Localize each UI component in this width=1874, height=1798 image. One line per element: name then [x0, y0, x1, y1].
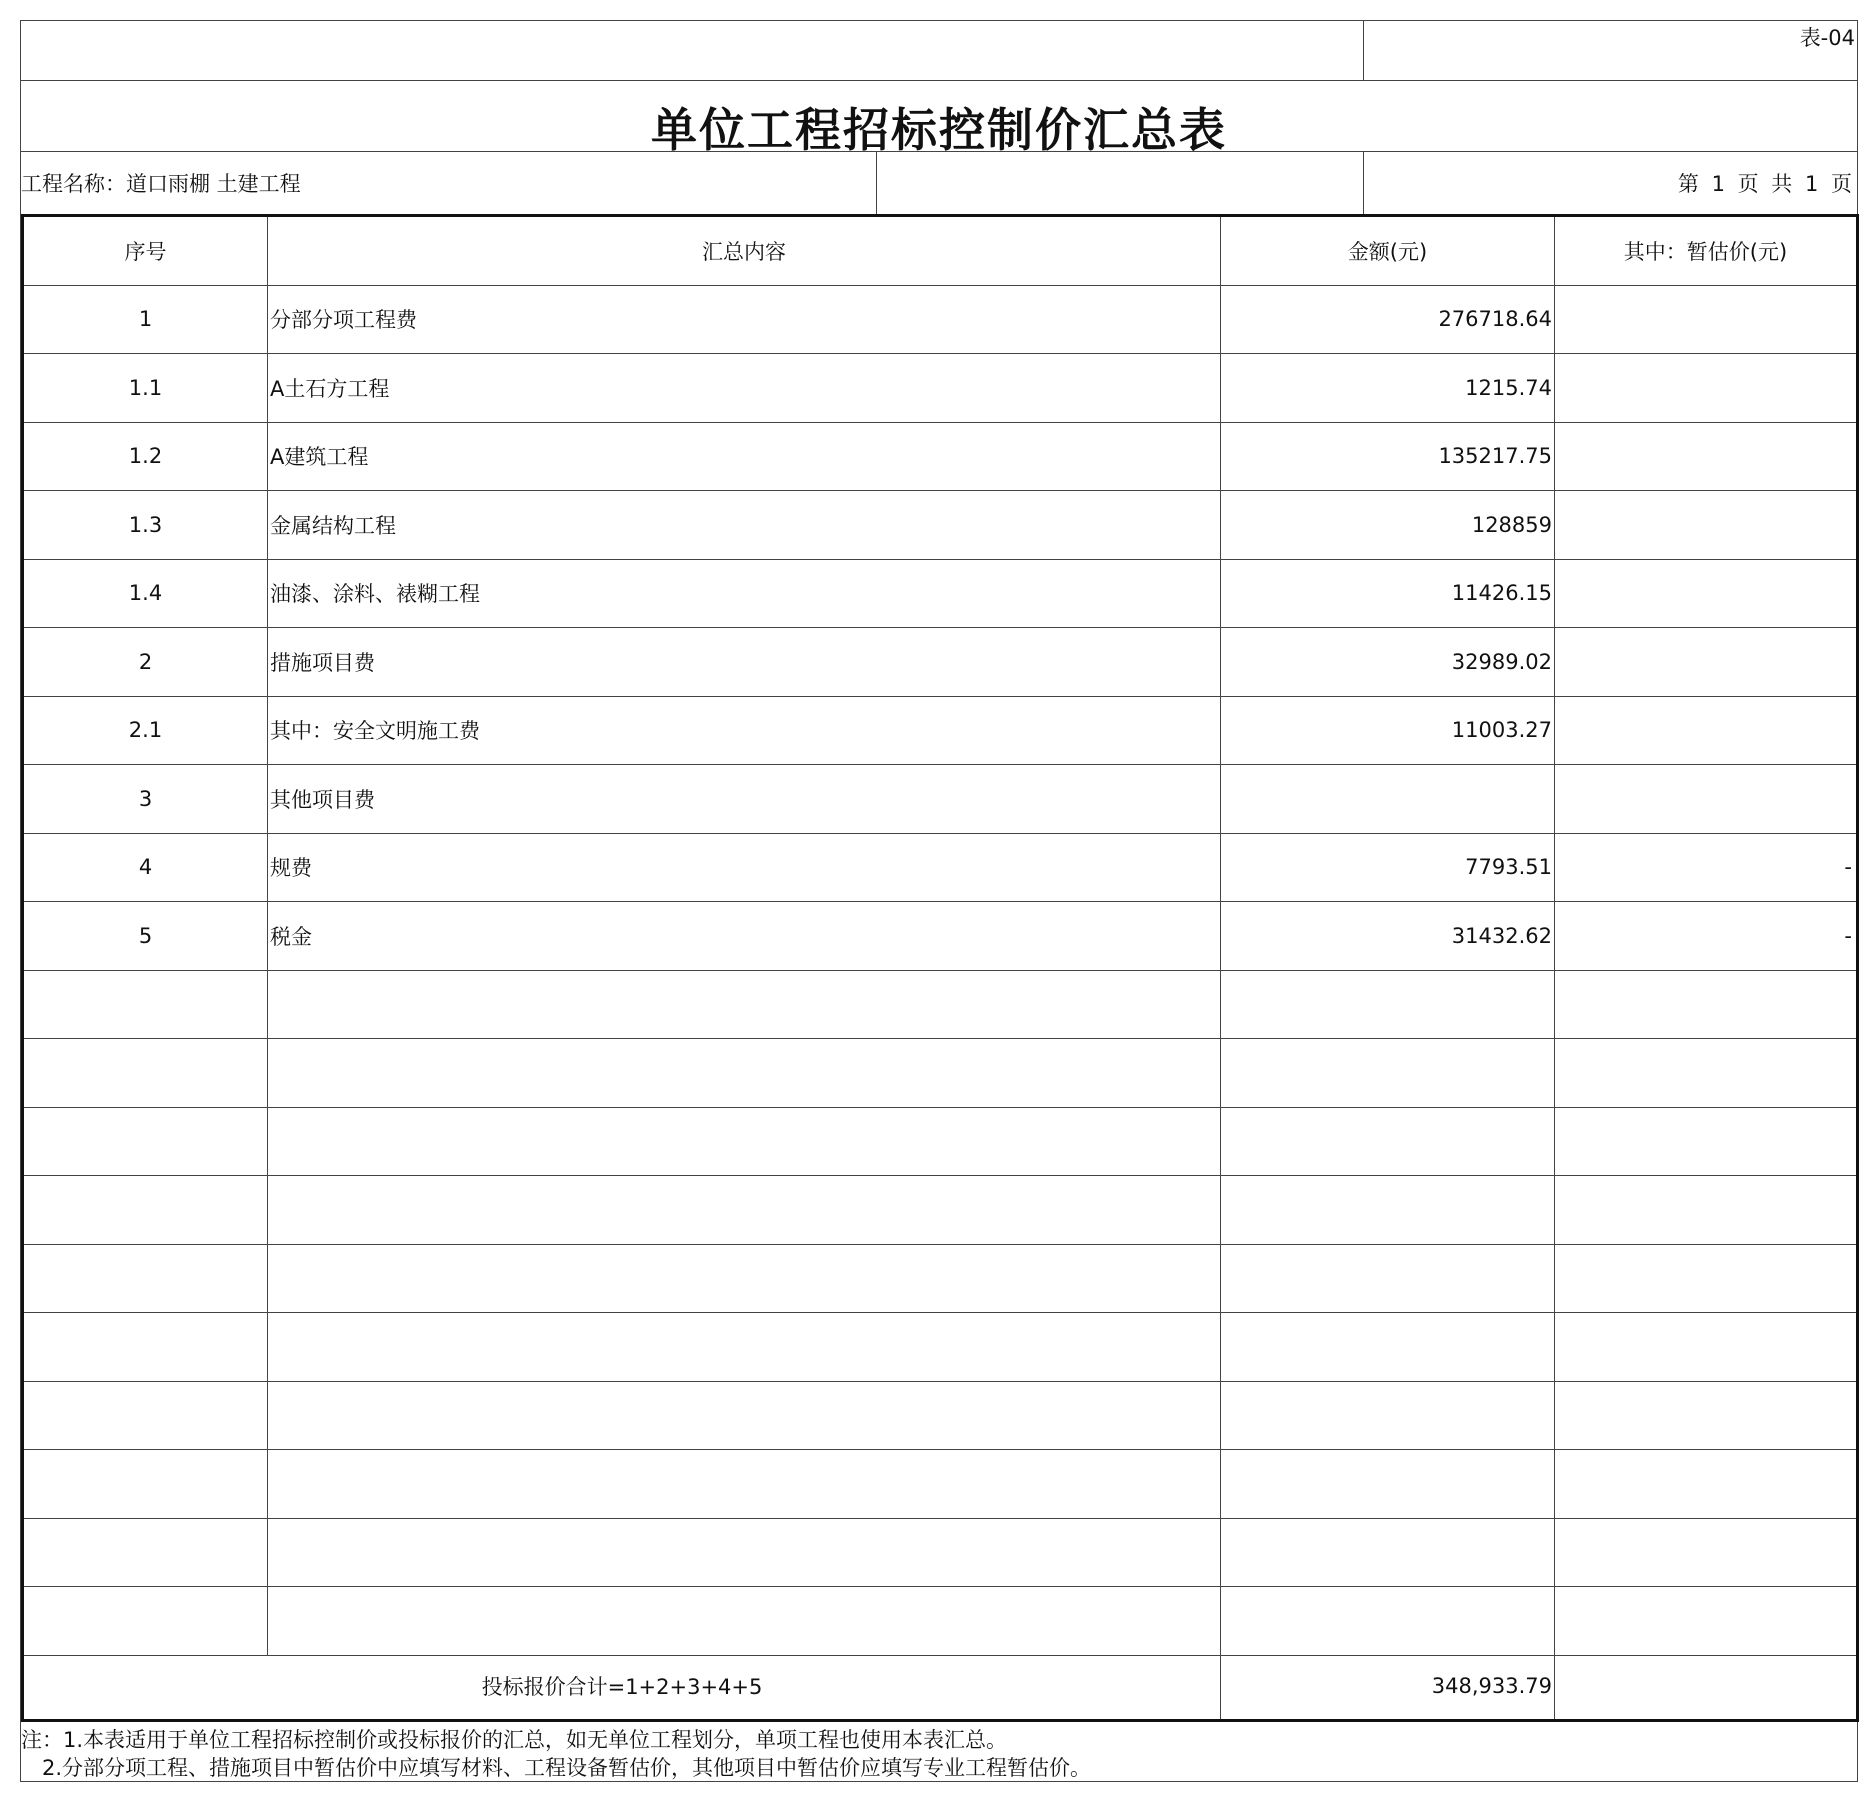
row-content: 其中：安全文明施工费 — [268, 697, 1221, 765]
row-estimate — [1555, 491, 1856, 559]
row-estimate — [1555, 1176, 1856, 1244]
row-content: A建筑工程 — [268, 423, 1221, 491]
table-row — [24, 1108, 1856, 1177]
table-row — [24, 1176, 1856, 1245]
summary-table — [21, 214, 1859, 1722]
row-content: 分部分项工程费 — [268, 286, 1221, 354]
row-estimate — [1555, 765, 1856, 833]
row-seq — [24, 1039, 268, 1107]
row-seq: 4 — [24, 834, 268, 902]
table-row — [24, 902, 1856, 971]
table-row — [24, 1450, 1856, 1519]
row-estimate — [1555, 560, 1856, 628]
note-line: 注：1.本表适用于单位工程招标控制价或投标报价的汇总，如无单位工程划分，单项工程也使用本表汇总。 — [21, 1728, 1008, 1752]
row-estimate — [1555, 1313, 1856, 1381]
report-sheet — [20, 20, 1858, 1782]
row-seq: 1.2 — [24, 423, 268, 491]
row-content — [268, 1450, 1221, 1518]
row-estimate — [1555, 354, 1856, 422]
row-seq: 1.4 — [24, 560, 268, 628]
row-content — [268, 1382, 1221, 1450]
row-estimate: - — [1844, 855, 1852, 880]
row-seq: 2 — [24, 628, 268, 696]
row-seq: 1.3 — [24, 491, 268, 559]
row-amount — [1221, 1176, 1555, 1244]
row-amount — [1221, 1039, 1555, 1107]
row-content — [268, 971, 1221, 1039]
row-estimate — [1555, 1245, 1856, 1313]
row-estimate — [1555, 697, 1856, 765]
table-row — [24, 1587, 1856, 1656]
row-seq — [24, 1313, 268, 1381]
row-amount: 135217.75 — [1221, 423, 1555, 491]
row-estimate — [1555, 1587, 1856, 1655]
row-seq: 1 — [24, 286, 268, 354]
row-amount: 1215.74 — [1221, 354, 1555, 422]
row-amount — [1221, 1245, 1555, 1313]
row-amount: 276718.64 — [1221, 286, 1555, 354]
row-seq: 3 — [24, 765, 268, 833]
table-row — [24, 1039, 1856, 1108]
table-row — [24, 1382, 1856, 1451]
page-info: 第 1 页 共 1 页 — [1677, 172, 1855, 196]
row-content: A土石方工程 — [268, 354, 1221, 422]
header-content: 汇总内容 — [268, 217, 1221, 285]
table-row — [24, 1245, 1856, 1314]
row-amount: 31432.62 — [1221, 902, 1555, 970]
row-seq — [24, 1176, 268, 1244]
header-amount: 金额(元) — [1221, 217, 1555, 285]
row-amount — [1221, 1587, 1555, 1655]
row-seq — [24, 1450, 268, 1518]
table-row — [24, 1519, 1856, 1588]
row-seq: 5 — [24, 902, 268, 970]
table-row — [24, 628, 1856, 697]
row-content — [268, 1245, 1221, 1313]
divider — [21, 151, 1857, 152]
row-content — [268, 1039, 1221, 1107]
row-seq: 2.1 — [24, 697, 268, 765]
row-amount — [1221, 1313, 1555, 1381]
table-row — [24, 1313, 1856, 1382]
divider — [1363, 21, 1364, 80]
row-content — [268, 1519, 1221, 1587]
table-row — [24, 286, 1856, 355]
row-seq — [24, 1108, 268, 1176]
total-estimate — [1555, 1653, 1856, 1719]
row-amount — [1221, 765, 1555, 833]
table-row — [24, 423, 1856, 492]
row-estimate — [1555, 1519, 1856, 1587]
row-seq — [24, 971, 268, 1039]
header-seq: 序号 — [24, 217, 268, 285]
note-line: 2.分部分项工程、措施项目中暂估价中应填写材料、工程设备暂估价，其他项目中暂估价应填写专业工程暂估价。 — [21, 1756, 1092, 1780]
row-content: 措施项目费 — [268, 628, 1221, 696]
total-amount: 348,933.79 — [1221, 1653, 1555, 1719]
row-estimate — [1555, 286, 1856, 354]
divider — [21, 80, 1857, 81]
row-amount — [1221, 1519, 1555, 1587]
row-estimate — [1555, 971, 1856, 1039]
table-row — [24, 971, 1856, 1040]
row-content — [268, 1313, 1221, 1381]
row-seq: 1.1 — [24, 354, 268, 422]
row-content: 税金 — [268, 902, 1221, 970]
row-amount: 11003.27 — [1221, 697, 1555, 765]
row-amount: 128859 — [1221, 491, 1555, 559]
divider — [1363, 151, 1364, 214]
total-row — [24, 1653, 1856, 1719]
row-estimate — [1555, 1039, 1856, 1107]
row-seq — [24, 1519, 268, 1587]
row-content: 规费 — [268, 834, 1221, 902]
table-row — [24, 834, 1856, 903]
table-row — [24, 560, 1856, 629]
row-seq — [24, 1245, 268, 1313]
row-content: 油漆、涂料、裱糊工程 — [268, 560, 1221, 628]
row-content: 其他项目费 — [268, 765, 1221, 833]
form-code: 表-04 — [1799, 26, 1855, 50]
row-amount — [1221, 1108, 1555, 1176]
row-amount: 32989.02 — [1221, 628, 1555, 696]
row-content — [268, 1587, 1221, 1655]
row-content — [268, 1176, 1221, 1244]
notes — [21, 1726, 1091, 1782]
table-row — [24, 491, 1856, 560]
project-name: 工程名称：道口雨棚 土建工程 — [21, 172, 301, 196]
row-estimate — [1555, 423, 1856, 491]
row-estimate: - — [1844, 923, 1852, 948]
page-title: 单位工程招标控制价汇总表 — [651, 103, 1227, 157]
divider — [876, 151, 877, 214]
row-estimate — [1555, 628, 1856, 696]
row-amount: 7793.51 — [1221, 834, 1555, 902]
row-seq — [24, 1587, 268, 1655]
table-row — [24, 765, 1856, 834]
row-amount — [1221, 1382, 1555, 1450]
row-seq — [24, 1382, 268, 1450]
row-amount: 11426.15 — [1221, 560, 1555, 628]
header-estimate: 其中：暂估价(元) — [1623, 239, 1788, 264]
row-content — [268, 1108, 1221, 1176]
total-label: 投标报价合计=1+2+3+4+5 — [24, 1653, 1221, 1719]
table-row — [24, 354, 1856, 423]
table-row — [24, 697, 1856, 766]
row-estimate — [1555, 1108, 1856, 1176]
row-amount — [1221, 1450, 1555, 1518]
row-estimate — [1555, 1450, 1856, 1518]
row-content: 金属结构工程 — [268, 491, 1221, 559]
row-estimate — [1555, 1382, 1856, 1450]
table-header — [24, 217, 1856, 286]
row-amount — [1221, 971, 1555, 1039]
